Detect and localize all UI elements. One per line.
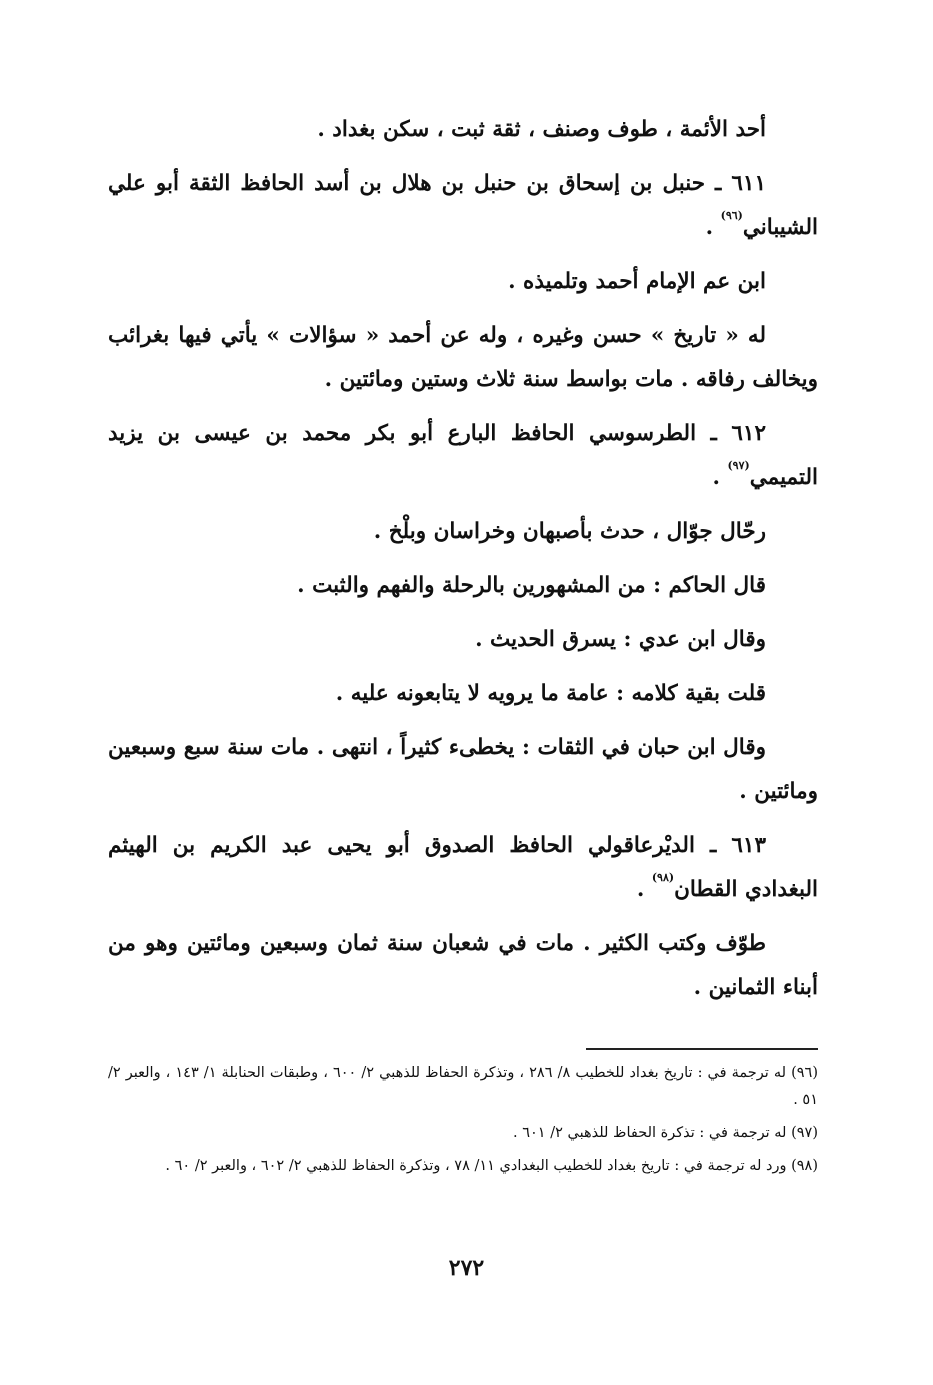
paragraph-6: رحّال جوّال ، حدث بأصبهان وخراسان وبلْخ . <box>373 519 766 544</box>
entry-613-text: ٦١٣ ـ الديْرعاقولي الحافظ الصدوق أبو يحيى عبد الكريم بن الهيثم البغدادي القطان <box>108 833 818 902</box>
entry-612-end: . <box>712 465 728 490</box>
entry-611-end: . <box>705 215 721 240</box>
footnote-98: (٩٨) ورد له ترجمة في : تاريخ بغداد للخطيب البغدادي ١١/ ٧٨ ، وتذكرة الحفاظ للذهبي ٢/ ٦٠٢ ، والعبر ٢/ ٦٠ . <box>165 1158 818 1174</box>
entry-611-text: ٦١١ ـ حنبل بن إسحاق بن حنبل بن هلال بن أسد الحافظ الثقة أبو علي الشيباني <box>108 171 818 240</box>
entry-611 <box>108 162 818 250</box>
footnote-ref-97[interactable]: (٩٧) <box>727 459 750 472</box>
entry-612-text: ٦١٢ ـ الطرسوسي الحافظ البارع أبو بكر محمد بن عيسى بن يزيد التميمي <box>108 421 818 490</box>
entry-613 <box>108 824 818 912</box>
paragraph-8: وقال ابن عدي : يسرق الحديث . <box>475 627 766 652</box>
main-text <box>108 108 818 1020</box>
paragraph-10: وقال ابن حبان في الثقات : يخطىء كثيراً ، انتهى . مات سنة سبع وسبعين ومائتين . <box>108 735 818 804</box>
footnote-ref-98[interactable]: (٩٨) <box>651 871 675 884</box>
entry-613-end: . <box>636 877 652 902</box>
footnote-96: (٩٦) له ترجمة في : تاريخ بغداد للخطيب ٨/ ٢٨٦ ، وتذكرة الحفاظ للذهبي ٢/ ٦٠٠ ، وطبقات الحنابلة ١/ ١٤٣ ، والعبر ٢/ ٥١ . <box>108 1065 818 1108</box>
paragraph-9: قلت بقية كلامه : عامة ما يرويه لا يتابعونه عليه . <box>335 681 766 706</box>
footnote-97: (٩٧) له ترجمة في : تذكرة الحفاظ للذهبي ٢/ ٦٠١ . <box>513 1125 818 1141</box>
paragraph-4: له « تاريخ » حسن وغيره ، وله عن أحمد « سؤالات » يأتي فيها بغرائب ويخالف رفاقه . مات بواسط سنة ثلاث وستين ومائتين . <box>108 323 818 392</box>
page-number: ٢٧٢ <box>448 1255 485 1281</box>
footnote-ref-96[interactable]: (٩٦) <box>720 209 743 222</box>
paragraph-7: قال الحاكم : من المشهورين بالرحلة والفهم والثبت . <box>297 573 766 598</box>
footnote-divider <box>586 1048 818 1050</box>
paragraph-1: أحد الأئمة ، طوف وصنف ، ثقة ثبت ، سكن بغداد . <box>317 117 766 142</box>
footnotes <box>108 1060 818 1186</box>
paragraph-12: طوّف وكتب الكثير . مات في شعبان سنة ثمان وسبعين ومائتين وهو من أبناء الثمانين . <box>108 931 818 1000</box>
entry-612 <box>108 412 818 500</box>
paragraph-3: ابن عم الإمام أحمد وتلميذه . <box>508 269 766 294</box>
